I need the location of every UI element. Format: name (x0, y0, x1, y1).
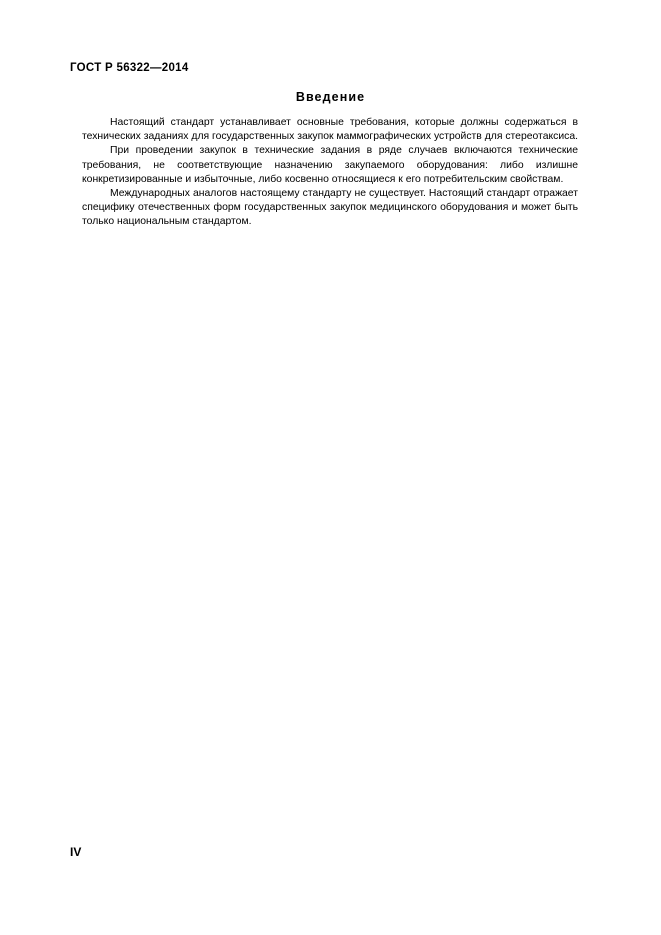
paragraph: При проведении закупок в технические задания в ряде случаев включаются технические требования, не соответствующие назначению закупаемого оборудования: либо излишне конкретизированные и избыточные, либо косвенно относящиеся к его потребительским свойствам. (82, 145, 578, 185)
page-title: Введение (295, 90, 366, 104)
body-text (82, 116, 578, 230)
paragraph: Настоящий стандарт устанавливает основные требования, которые должны содержаться в технических заданиях для государственных закупок маммографических устройств для стереотаксиса. (82, 117, 579, 143)
paragraph: Международных аналогов настоящему стандарту не существует. Настоящий стандарт отражает специфику отечественных форм государственных закупок медицинского оборудования и может быть только национальным стандартом. (82, 188, 578, 228)
standard-code-header: ГОСТ Р 56322—2014 (70, 62, 189, 74)
page-number: IV (70, 845, 82, 859)
